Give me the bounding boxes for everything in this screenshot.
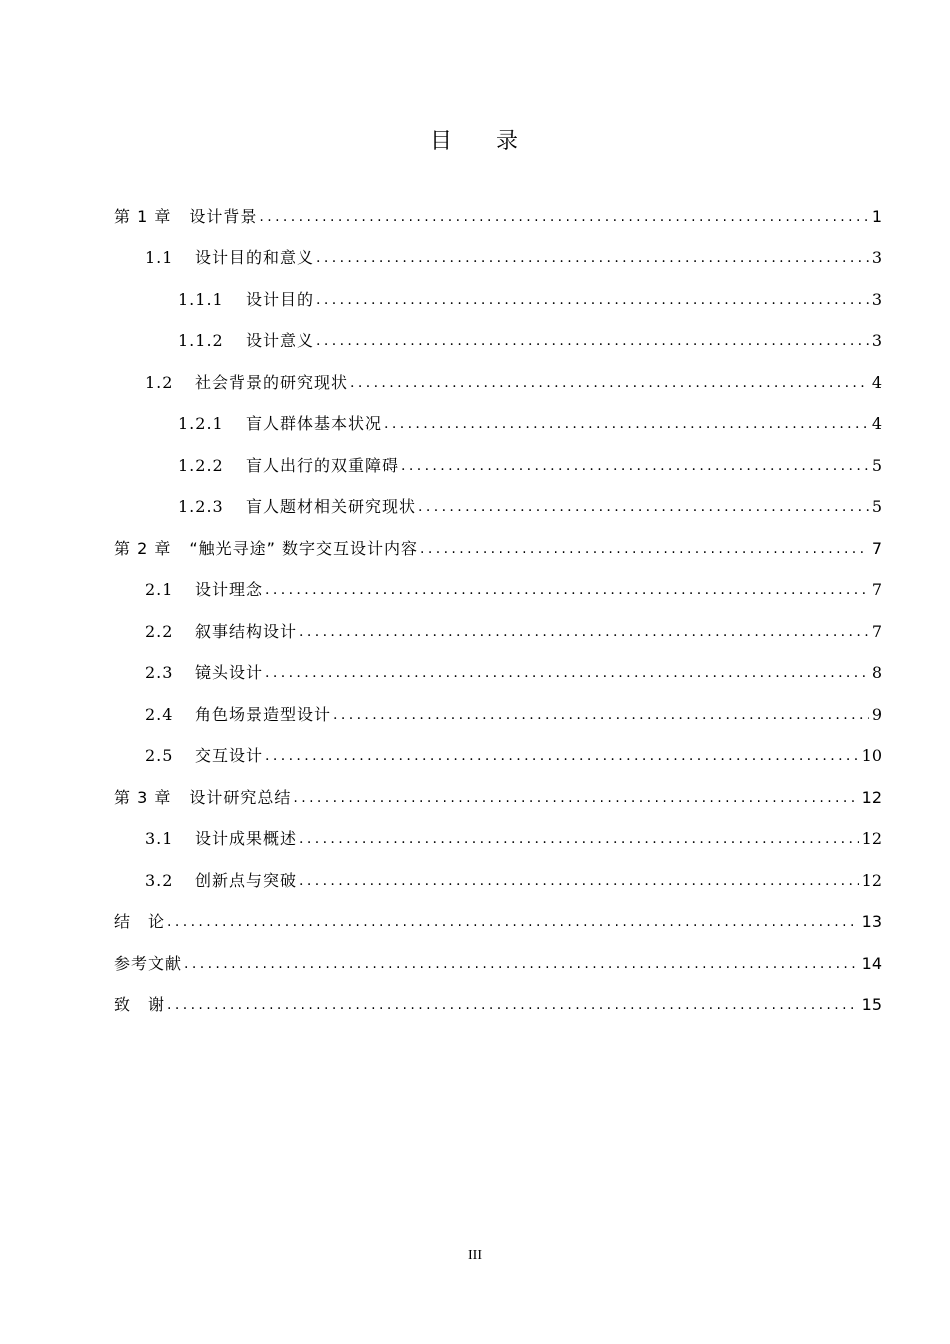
toc-entry-label: 设计目的和意义 [195, 248, 315, 267]
toc-entry-label: 致 谢 [114, 995, 166, 1014]
toc-leader-dots [316, 289, 869, 311]
toc-entry[interactable] [114, 485, 882, 527]
toc-entry-label: 盲人群体基本状况 [246, 414, 383, 433]
toc-entry-page: 12 [861, 787, 882, 807]
toc-entry-number: 第 1 章 [114, 206, 172, 226]
toc-entry-page: 12 [861, 870, 882, 890]
toc-entry-number: 1.2 [145, 372, 174, 392]
toc-entry[interactable] [114, 194, 882, 236]
toc-entry[interactable] [114, 568, 882, 610]
toc-entry-page: 13 [861, 912, 882, 931]
toc-entry-label: 结 论 [114, 912, 166, 931]
toc-entry-label: 盲人题材相关研究现状 [246, 497, 417, 516]
toc-entry-page: 7 [871, 580, 882, 599]
toc-leader-dots [259, 206, 868, 228]
toc-leader-dots [401, 455, 869, 477]
toc-entry-page: 3 [871, 331, 882, 350]
toc-entry[interactable] [114, 734, 882, 776]
page-number-footer: III [468, 1248, 482, 1263]
toc-entry[interactable] [114, 817, 882, 859]
toc-leader-dots [316, 247, 869, 269]
toc-entry-number: 2.3 [145, 663, 174, 682]
toc-entry-number: 2.1 [145, 580, 174, 599]
toc-leader-dots [299, 621, 869, 643]
toc-entry-page: 5 [871, 497, 882, 516]
toc-entry-label: 设计研究总结 [189, 787, 292, 807]
toc-entry[interactable] [114, 941, 882, 983]
toc-entry-page: 14 [861, 953, 882, 973]
toc-leader-dots [333, 704, 869, 726]
toc-entry-page: 12 [861, 829, 882, 848]
toc-entry-label: 设计成果概述 [195, 829, 298, 848]
toc-entry-page: 15 [861, 995, 882, 1014]
toc-entry-label: 设计背景 [189, 206, 258, 226]
toc-entry-page: 3 [871, 289, 882, 309]
toc-entry[interactable] [114, 443, 882, 485]
title-char-1: 目 [429, 129, 454, 154]
toc-entry[interactable] [114, 277, 882, 319]
toc-entry-page: 7 [871, 538, 882, 558]
toc-entry-label: 设计目的 [246, 289, 315, 309]
toc-leader-dots [265, 745, 859, 767]
toc-entry[interactable] [114, 402, 882, 444]
toc-entry-number: 1.2.1 [178, 414, 224, 433]
toc-entry-number: 2.2 [145, 621, 174, 641]
toc-leader-dots [167, 911, 859, 933]
title-char-2: 录 [496, 129, 521, 154]
toc-entry-label: 创新点与突破 [195, 870, 298, 890]
toc-leader-dots [167, 994, 859, 1016]
toc-entry[interactable] [114, 651, 882, 693]
toc-entry-page: 1 [871, 206, 882, 226]
toc-entry-label: 镜头设计 [195, 663, 264, 682]
toc-entry-label: 设计意义 [246, 331, 315, 350]
toc-entry[interactable] [114, 858, 882, 900]
toc-entry-number: 3.1 [145, 829, 174, 848]
toc-entry-number: 1.2.2 [178, 455, 224, 475]
toc-leader-dots [299, 870, 859, 892]
toc-entry-label: 社会背景的研究现状 [195, 372, 349, 392]
toc-entry-label: 角色场景造型设计 [195, 704, 332, 724]
toc-leader-dots [293, 787, 858, 809]
toc-entry-number: 1.1.1 [178, 289, 224, 309]
toc-leader-dots [418, 496, 869, 518]
toc-entry[interactable] [114, 692, 882, 734]
toc-leader-dots [420, 538, 869, 560]
toc-leader-dots [384, 413, 869, 435]
toc-entry-page: 5 [871, 455, 882, 475]
toc-entry-number: 第 2 章 [114, 538, 172, 558]
table-of-contents [114, 194, 882, 1024]
toc-leader-dots [184, 953, 859, 975]
toc-entry[interactable] [114, 526, 882, 568]
toc-leader-dots [265, 579, 869, 601]
toc-entry-page: 10 [861, 746, 882, 765]
toc-entry-label: 参考文献 [114, 953, 183, 973]
toc-leader-dots [350, 372, 869, 394]
toc-entry[interactable] [114, 983, 882, 1025]
toc-entry-page: 4 [871, 414, 882, 433]
toc-leader-dots [316, 330, 869, 352]
toc-entry-number: 1.2.3 [178, 497, 224, 516]
toc-entry[interactable] [114, 775, 882, 817]
toc-entry-label: “触光寻途” 数字交互设计内容 [189, 538, 419, 558]
toc-entry-page: 7 [871, 621, 882, 641]
toc-entry-number: 3.2 [145, 870, 174, 890]
toc-entry-number: 2.4 [145, 704, 174, 724]
toc-entry-number: 1.1.2 [178, 331, 224, 350]
toc-entry-page: 3 [871, 248, 882, 267]
toc-leader-dots [299, 828, 859, 850]
toc-leader-dots [265, 662, 869, 684]
toc-entry-page: 4 [871, 372, 882, 392]
toc-entry[interactable] [114, 236, 882, 278]
toc-entry-label: 叙事结构设计 [195, 621, 298, 641]
toc-entry-number: 第 3 章 [114, 787, 172, 807]
toc-entry[interactable] [114, 360, 882, 402]
toc-entry[interactable] [114, 319, 882, 361]
toc-entry-page: 9 [871, 704, 882, 724]
toc-entry-number: 2.5 [145, 746, 174, 765]
toc-entry-number: 1.1 [145, 248, 174, 267]
toc-entry[interactable] [114, 609, 882, 651]
toc-entry[interactable] [114, 900, 882, 942]
toc-entry-label: 交互设计 [195, 746, 264, 765]
toc-entry-page: 8 [871, 663, 882, 682]
toc-entry-label: 设计理念 [195, 580, 264, 599]
toc-entry-label: 盲人出行的双重障碍 [246, 455, 400, 475]
page-title [0, 124, 950, 155]
